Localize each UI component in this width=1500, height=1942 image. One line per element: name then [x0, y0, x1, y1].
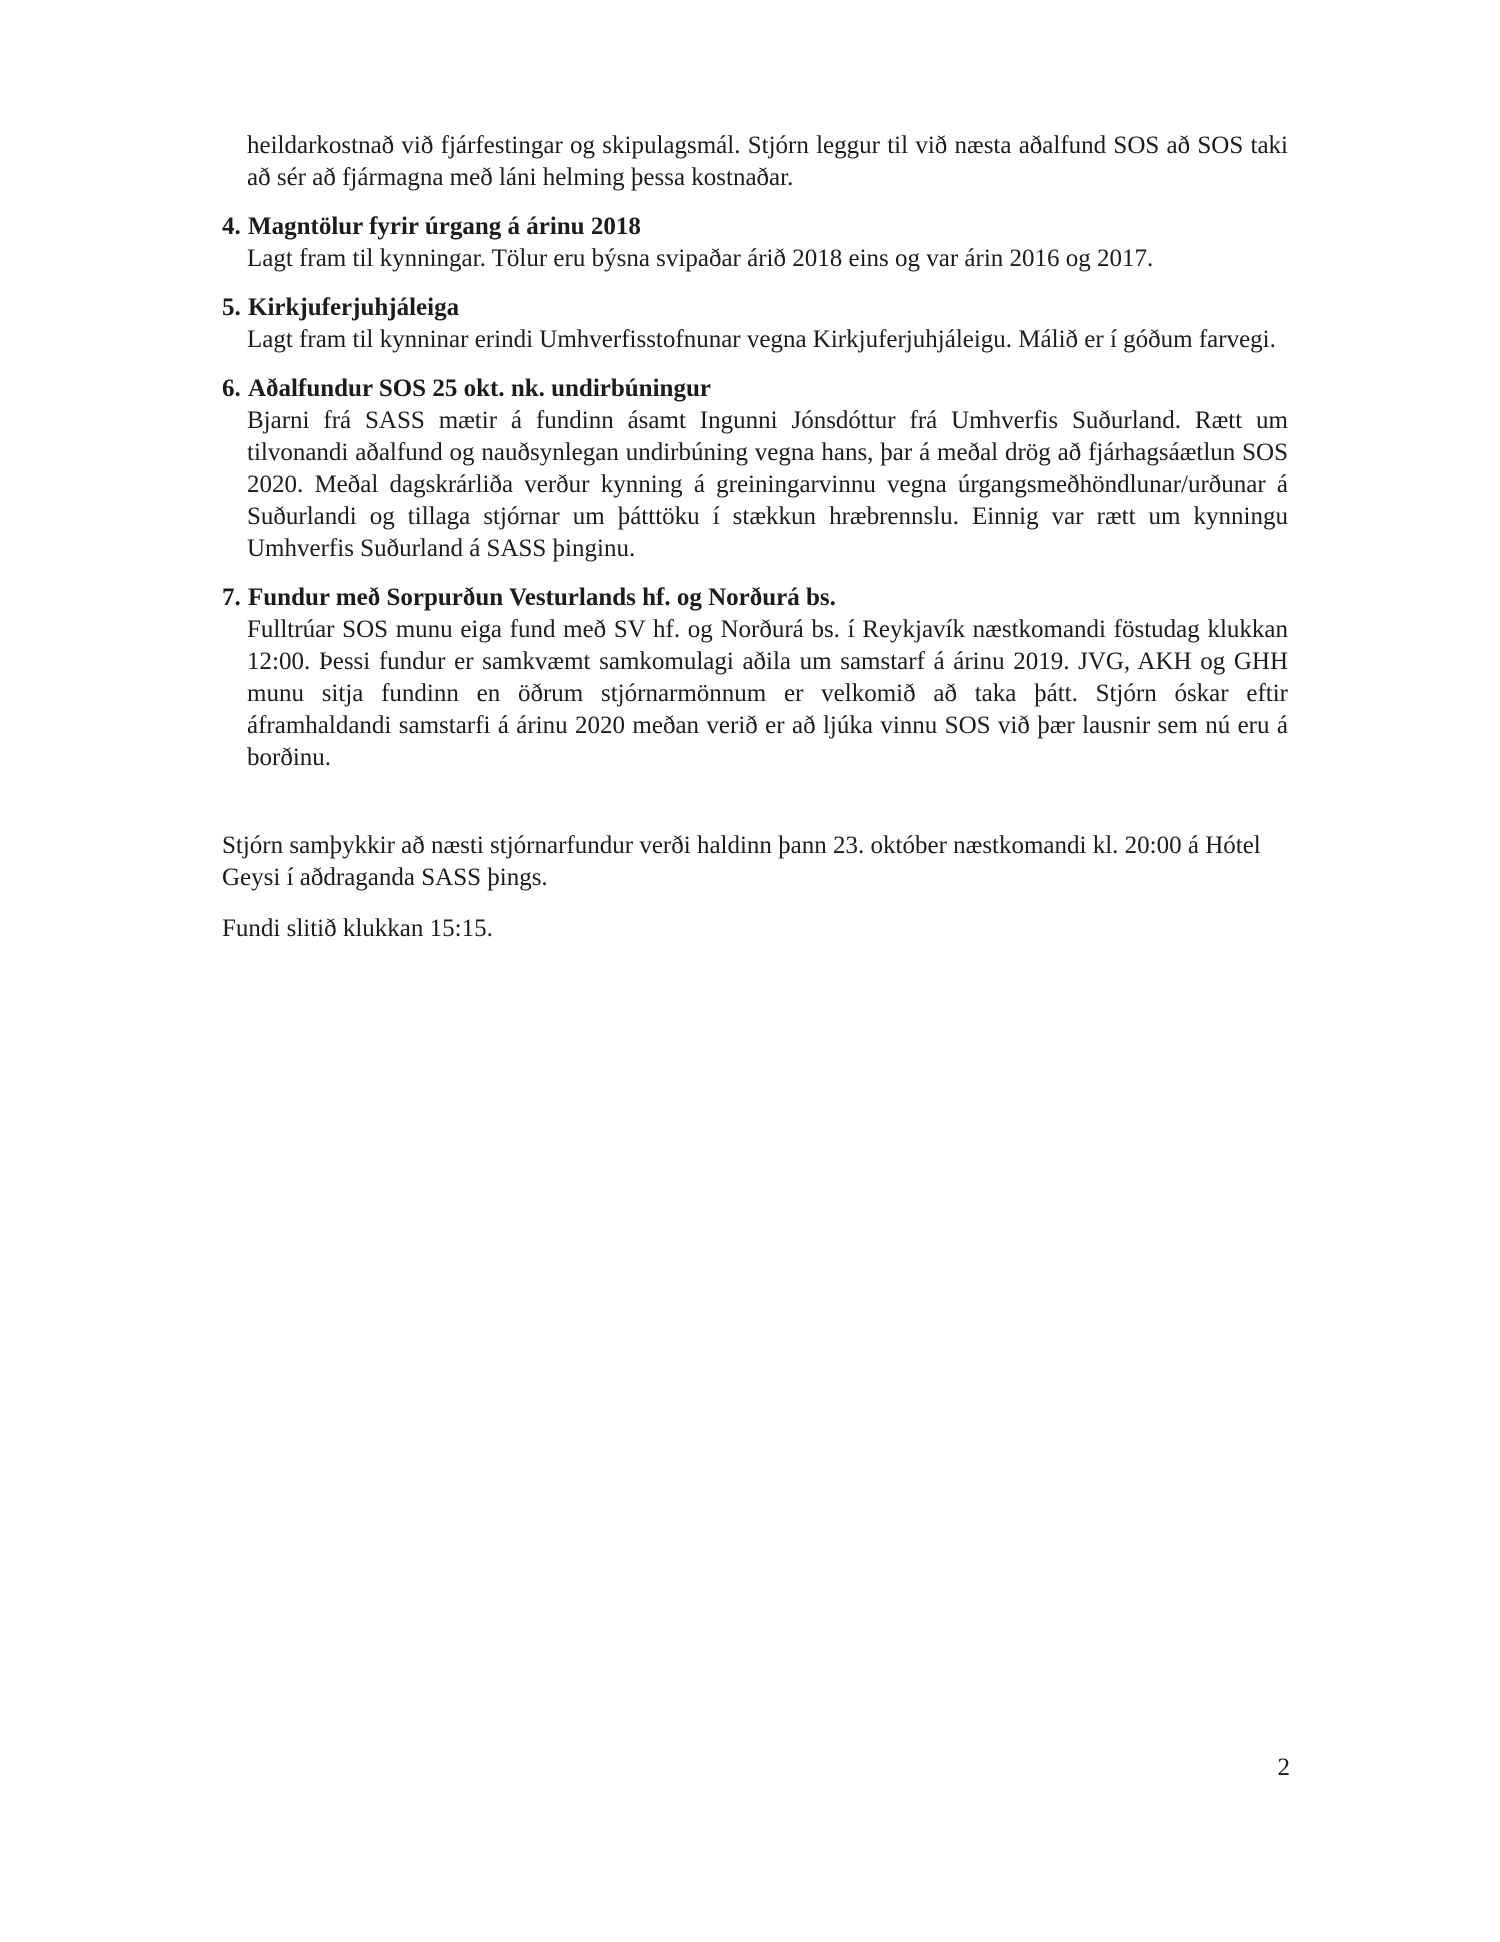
list-item-heading	[222, 373, 1288, 405]
list-item-title: Fundur með Sorpurðun Vesturlands hf. og Norðurá bs.	[248, 584, 836, 611]
list-item-title: Kirkjuferjuhjáleiga	[248, 294, 460, 321]
list-item-title: Aðalfundur SOS 25 okt. nk. undirbúningur	[248, 375, 711, 402]
list-item-heading	[222, 582, 1288, 614]
list-item-7	[222, 582, 1288, 774]
list-item-body: Lagt fram til kynninar erindi Umhverfisstofnunar vegna Kirkjuferjuhjáleigu. Málið er í góðum farvegi.	[247, 326, 1276, 353]
list-item-body: Bjarni frá SASS mætir á fundinn ásamt Ingunni Jónsdóttur frá Umhverfis Suðurland. Rætt um tilvonandi aðalfund og nauðsynlegan undirbúning vegna hans, þar á meðal drög að fjárhagsáætlun SOS 2020. Meðal dagskrárliða verður kynning á greiningarvinnu vegna úrgangsmeðhöndlunar/urðunar á Suðurlandi og tillaga stjórnar um þátttöku í stækkun hræbrennslu. Einnig var rætt um kynningu Umhverfis Suðurland á SASS þinginu.	[247, 407, 1288, 562]
list-item-title: Magntölur fyrir úrgang á árinu 2018	[248, 213, 641, 240]
list-item-number: 5.	[222, 294, 241, 321]
closing-paragraph-adjourned: Fundi slitið klukkan 15:15.	[222, 915, 493, 942]
list-item-number: 4.	[222, 213, 241, 240]
list-item-5	[222, 292, 1288, 356]
list-item-4	[222, 211, 1288, 275]
list-item-number: 7.	[222, 584, 241, 611]
list-item-body: Lagt fram til kynningar. Tölur eru býsna svipaðar árið 2018 eins og var árin 2016 og 2017.	[247, 245, 1154, 272]
intro-paragraph: heildarkostnað við fjárfestingar og skipulagsmál. Stjórn leggur til við næsta aðalfund SOS að SOS taki að sér að fjármagna með láni helming þessa kostnaðar.	[247, 132, 1288, 191]
list-item-6	[222, 373, 1288, 565]
list-item-heading	[222, 292, 1288, 324]
page-number: 2	[1277, 1754, 1290, 1781]
list-item-heading	[222, 211, 1288, 243]
closing-paragraph-next-meeting: Stjórn samþykkir að næsti stjórnarfundur verði haldinn þann 23. október næstkomandi kl. 20:00 á Hótel Geysi í aðdraganda SASS þings.	[222, 832, 1261, 891]
list-item-body: Fulltrúar SOS munu eiga fund með SV hf. og Norðurá bs. í Reykjavík næstkomandi föstudag klukkan 12:00. Þessi fundur er samkvæmt samkomulagi aðila um samstarf á árinu 2019. JVG, AKH og GHH munu sitja fundinn en öðrum stjórnarmönnum er velkomið að taka þátt. Stjórn óskar eftir áframhaldandi samstarfi á árinu 2020 meðan verið er að ljúka vinnu SOS við þær lausnir sem nú eru á borðinu.	[247, 616, 1288, 771]
document-content	[222, 130, 1288, 945]
list-item-number: 6.	[222, 375, 241, 402]
